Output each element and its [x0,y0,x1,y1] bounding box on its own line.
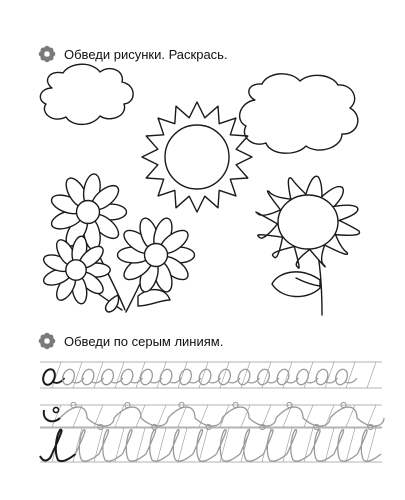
slant-line [199,428,208,462]
slant-line [178,428,187,462]
tracing-row-loops [41,368,357,387]
cursive-l-letter [170,430,194,461]
wave-segment [330,407,384,426]
cursive-l-letter [99,430,123,461]
loop-letter [178,368,194,387]
wave-circle [53,407,58,412]
cursive-l-letter [334,430,358,461]
tracing-row-cursive-l [40,430,381,461]
slant-line [367,428,376,462]
loop-letter [41,368,57,387]
slant-line [157,405,166,427]
wave-segment [60,407,114,426]
cursive-l-letter [76,430,100,461]
slant-line [367,405,376,427]
loop-letter [334,368,350,387]
cursive-l-letter [358,430,382,461]
loop-letter [275,368,291,387]
slant-line [94,362,103,388]
cursive-l-letter [193,430,217,461]
loop-letter [314,368,330,387]
cursive-l-letter [311,430,335,461]
loop-letter [139,368,155,387]
loop-letter [100,368,116,387]
slant-line [367,362,376,388]
slant-line [262,405,271,427]
loop-letter [158,368,174,387]
wave-segment [276,407,330,426]
loop-letter [217,368,233,387]
cursive-l-letter [52,430,76,461]
slant-line [304,428,313,462]
loop-letter [61,368,77,387]
slant-line [52,362,61,388]
cursive-l-letter [217,430,241,461]
instruction-text: Обведи рисунки. Раскрась. [64,46,228,62]
cursive-l-letter [146,430,170,461]
wave-segment [168,407,222,426]
slant-line [136,428,145,462]
loop-letter [295,368,311,387]
loop-letter [80,368,96,387]
l-lead-in [40,454,52,460]
cursive-l-letter [123,430,147,461]
wave-segment [222,407,276,426]
slant-line [325,362,334,388]
loop-letter [236,368,252,387]
cursive-l-letter [240,430,264,461]
cursive-l-letter [264,430,288,461]
instruction-text: Обведи по серым линиям. [64,333,224,349]
loop-letter [119,368,135,387]
